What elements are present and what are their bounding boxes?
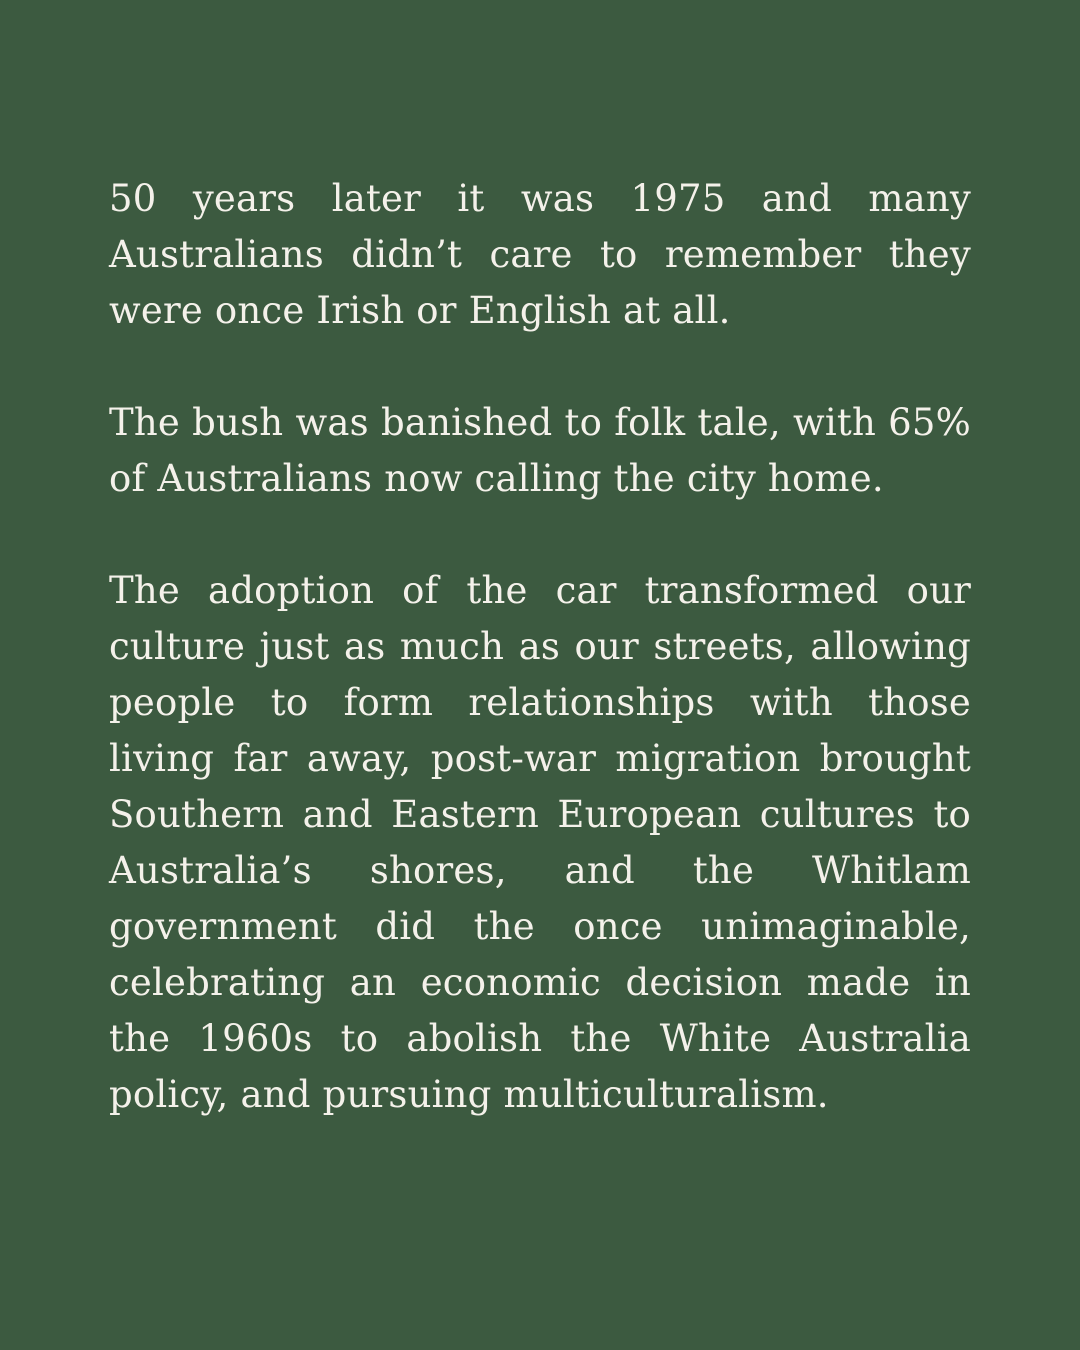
paragraph-bush: The bush was banished to folk tale, with 65% of Australians now calling the city home. [109, 401, 971, 500]
paragraph-1975: 50 years later it was 1975 and many Australians didn’t care to remember they were once Irish or English at all. [109, 177, 971, 332]
paragraph-car-migration: The adoption of the car transformed our culture just as much as our streets, allowing people to form relationships with those living far away, post-war migration brought Southern and Eastern European cultures to Australia’s shores, and the Whitlam government did the once unimaginable, celebrating an economic decision made in the 1960s to abolish the White Australia policy, and pursuing multiculturalism. [109, 569, 971, 1116]
body-text [109, 171, 971, 1123]
